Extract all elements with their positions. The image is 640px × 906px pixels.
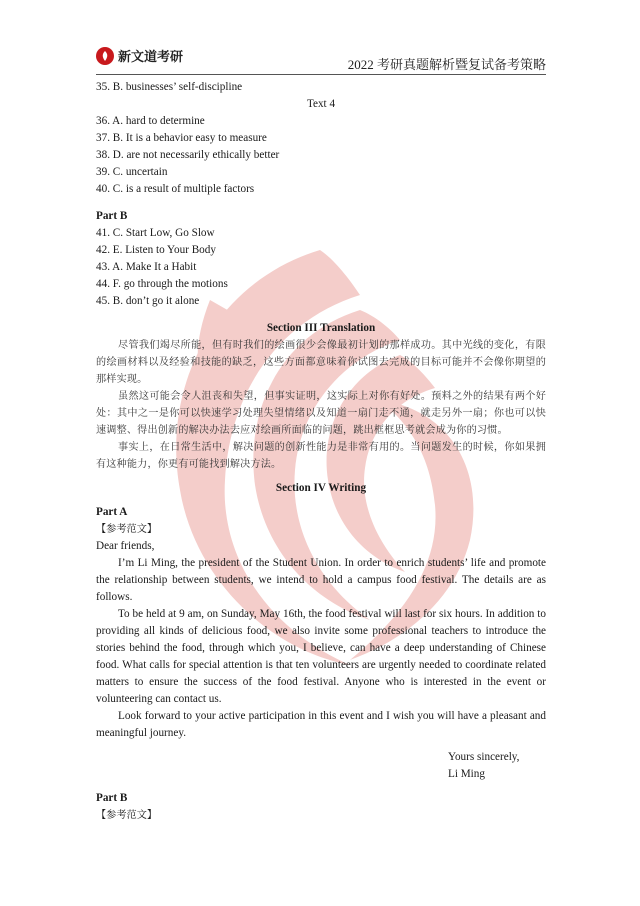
- reference-essay-label: 【参考范文】: [96, 810, 158, 821]
- letter-paragraph: To be held at 9 am, on Sunday, May 16th, the food festival will last for six hours. In addition to providing all kinds of delicious food, we also invite some professional teachers to introduce the stories behind the food, through which you, I believe, can have a deep understanding of Chinese food. What calls for special attention is that ten volunteers are urgently needed to coordinate related matters to ensure the success of the food festival. Anyone who is interested in the event or volunteering can contact us.: [96, 608, 546, 705]
- header-title: 2022 考研真题解析暨复试备考策略: [347, 57, 546, 72]
- text4-heading: Text 4: [306, 98, 336, 110]
- part-a-heading: Part A: [96, 506, 128, 518]
- answer-line: 37. B. It is a behavior easy to measure: [96, 132, 267, 144]
- part-b-writing-heading: Part B: [96, 792, 128, 804]
- answer-line: 38. D. are not necessarily ethically better: [96, 149, 280, 161]
- reference-essay-label: 【参考范文】: [96, 524, 158, 535]
- answer-content: [96, 79, 546, 824]
- letter-paragraph: Look forward to your active participation in this event and I wish you will have a pleasant and meaningful journey.: [96, 710, 546, 739]
- logo-text: 新文道考研: [118, 50, 184, 65]
- answer-line: 44. F. go through the motions: [96, 278, 228, 290]
- flame-logo-icon: [96, 47, 114, 65]
- answer-line: 39. C. uncertain: [96, 166, 168, 178]
- letter-paragraph: I’m Li Ming, the president of the Student Union. In order to enrich students’ life and promote the relationship between students, we intend to hold a campus food festival. The details are as follows.: [96, 557, 546, 603]
- translation-paragraph: 事实上，在日常生活中，解决问题的创新性能力是非常有用的。当问题发生的时候，你如果拥有这种能力，你更有可能找到解决方法。: [96, 442, 546, 470]
- brand-logo: [96, 46, 183, 65]
- answer-line: 36. A. hard to determine: [96, 115, 205, 127]
- letter-greeting: Dear friends,: [96, 540, 155, 552]
- letter-closing: Yours sincerely,: [448, 751, 520, 763]
- answer-line: 42. E. Listen to Your Body: [96, 244, 216, 256]
- page-header: [96, 44, 546, 75]
- answer-line: 40. C. is a result of multiple factors: [96, 183, 255, 195]
- section3-heading: Section III Translation: [266, 322, 376, 334]
- translation-paragraph: 尽管我们竭尽所能，但有时我们的绘画很少会像最初计划的那样成功。其中光线的变化，有限的绘画材料以及经验和技能的缺乏，这些方面都意味着你试图去完成的目标可能并不会像你期望的那样实现。: [96, 340, 546, 385]
- answer-line: 35. B. businesses’ self-discipline: [96, 81, 243, 93]
- answer-line: 41. C. Start Low, Go Slow: [96, 227, 215, 239]
- translation-paragraph: 虽然这可能会令人沮丧和失望，但事实证明，这实际上对你有好处。预料之外的结果有两个好处：其中之一是你可以快速学习处理失望情绪以及知道一扇门走不通，就走另外一扇；你也可以快速调整、得出创新的解决办法去应对绘画所面临的问题，跳出框框思考就会成为你的习惯。: [96, 391, 546, 436]
- answer-line: 43. A. Make It a Habit: [96, 261, 197, 273]
- section4-heading: Section IV Writing: [275, 482, 367, 494]
- answer-line: 45. B. don’t go it alone: [96, 295, 200, 307]
- part-b-heading: Part B: [96, 210, 128, 222]
- letter-signature: Li Ming: [448, 768, 485, 780]
